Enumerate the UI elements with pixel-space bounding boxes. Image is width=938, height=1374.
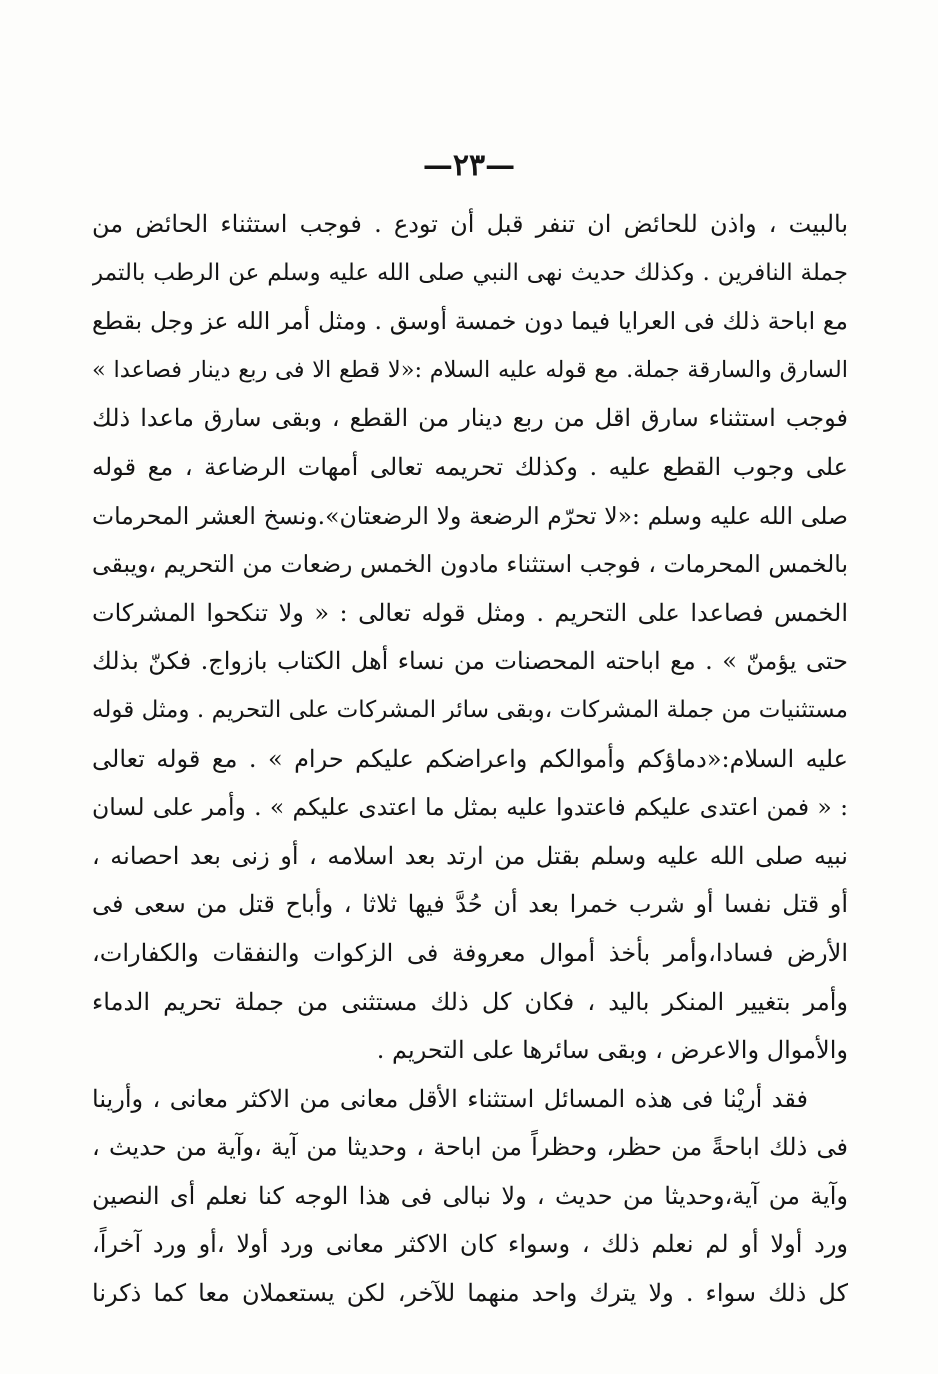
text-line: حتى يؤمنّ » . مع اباحته المحصنات من نساء أهل الكتاب بازواج. فكنّ بذلك (92, 647, 848, 676)
text-line: كل ذلك سواء . ولا يترك واحد منهما للآخر، لكن يستعملان معا كما ذكرنا (92, 1279, 848, 1308)
text-line: فى ذلك اباحةً من حظر، وحظراً من اباحة ، وحديثا من آية ،وآية من حديث ، (92, 1133, 848, 1162)
text-line: الأرض فسادا،وأمر بأخذ أموال معروفة فى الزكوات والنفقات والكفارات، (92, 938, 848, 967)
text-line: عليه السلام:«دماؤكم وأموالكم واعراضكم عليكم حرام » . مع قوله تعالى (92, 744, 848, 773)
text-line: فقد أريْنا فى هذه المسائل استثناء الأقل معانى من الاكثر معانى ، وأرينا (92, 1084, 808, 1113)
text-line: بالبيت ، واذن للحائض ان تنفر قبل أن تودع . فوجب استثناء الحائض من (92, 210, 848, 238)
page-number: —٢٣— (422, 148, 516, 183)
text-line: مع اباحة ذلك فى العرايا فيما دون خمسة أوسق . ومثل أمر الله عز وجل بقطع (92, 307, 848, 336)
text-line: نبيه صلى الله عليه وسلم بقتل من ارتد بعد اسلامه ، أو زنى بعد احصانه ، (92, 841, 848, 870)
text-line: : « فمن اعتدى عليكم فاعتدوا عليه بمثل ما اعتدى عليكم » . وأمر على لسان (92, 793, 848, 822)
text-line: جملة النافرين . وكذلك حديث نهى النبي صلى الله عليه وسلم عن الرطب بالتمر (92, 259, 848, 286)
text-line: الخمس فصاعدا على التحريم . ومثل قوله تعالى : « ولا تنكحوا المشركات (92, 598, 848, 627)
text-line: فوجب استثناء سارق اقل من ربع دينار من القطع ، وبقى سارق ماعدا ذلك (92, 404, 848, 433)
text-line: والأموال والاعرض ، وبقى سائرها على التحريم . (376, 1036, 848, 1065)
text-line: السارق والسارقة جملة. مع قوله عليه السلام :«لا قطع الا فى ربع دينار فصاعدا » (92, 356, 848, 383)
text-line: ورد أولا أو لم نعلم ذلك ، وسواء كان الاكثر معانى ورد أولا ،أو ورد آخراً، (92, 1230, 848, 1259)
text-line: بالخمس المحرمات ، فوجب استثناء مادون الخمس رضعات من التحريم ،ويبقى (92, 550, 848, 579)
paragraph-2 (92, 1075, 848, 1318)
text-line: وأمر بتغيير المنكر باليد ، فكان كل ذلك مستثنى من جملة تحريم الدماء (92, 987, 848, 1016)
paragraph-1 (92, 200, 848, 1075)
text-line: على وجوب القطع عليه . وكذلك تحريمه تعالى أمهات الرضاعة ، مع قوله (92, 452, 848, 481)
text-line: مستثنيات من جملة المشركات ،وبقى سائر المشركات على التحريم . ومثل قوله (92, 696, 848, 723)
body-text (92, 200, 848, 1318)
text-line: أو قتل نفسا أو شرب خمرا بعد أن حُدَّ فيها ثلاثا ، وأباح قتل من سعى فى (92, 890, 848, 919)
text-line: صلى الله عليه وسلم :«لا تحرّم الرضعة ولا الرضعتان».ونسخ العشر المحرمات (92, 501, 848, 530)
text-line: وآية من آية،وحديثا من حديث ، ولا نبالى فى هذا الوجه كنا نعلم أى النصين (92, 1181, 848, 1210)
